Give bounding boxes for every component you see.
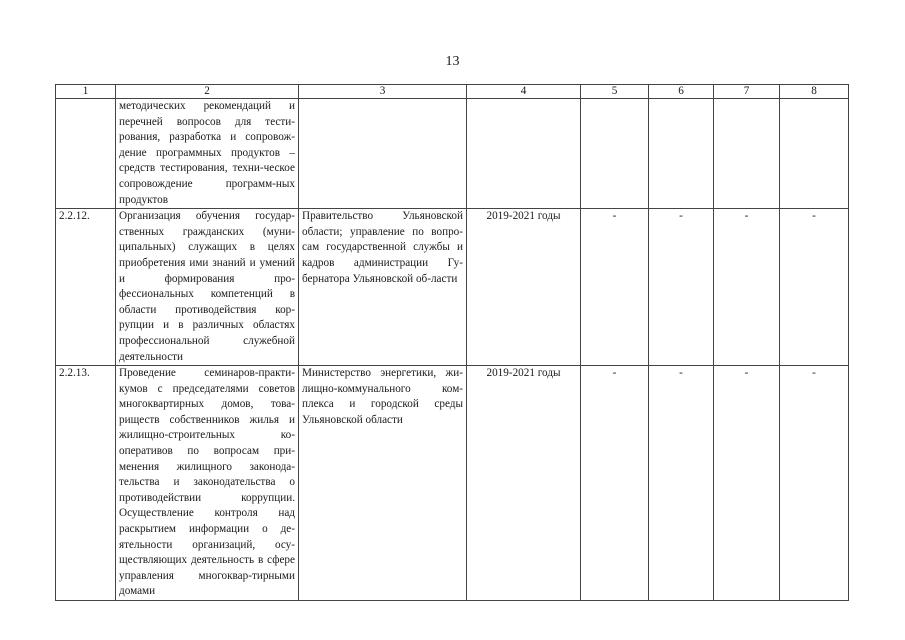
measures-table	[55, 84, 849, 601]
funding-cell: -	[780, 209, 849, 366]
column-header: 8	[780, 85, 849, 99]
period-text	[467, 99, 581, 209]
funding-cell: -	[649, 366, 714, 601]
funding-cell	[581, 99, 649, 209]
period-text: 2019-2021 годы	[467, 366, 581, 601]
funding-cell: -	[649, 209, 714, 366]
funding-cell	[649, 99, 714, 209]
responsible-text: Министерство энергетики, жи-лищно-коммунального ком-плекса и городской среды Ульяновской области	[299, 366, 467, 601]
measure-text: Организация обучения государ-ственных гражданских (муни-ципальных) служащих в целях приобретения ими знаний и умений и формирования про-фессиональных компетенций в области противодействия кор-рупции и в различных областях профессиональной служебной деятельности	[116, 209, 299, 366]
table-header-row	[56, 85, 849, 99]
period-text: 2019-2021 годы	[467, 209, 581, 366]
responsible-text: Правительство Ульяновской области; управление по вопро-сам государственной службы и кадров администрации Гу-бернатора Ульяновской об-ласти	[299, 209, 467, 366]
responsible-text	[299, 99, 467, 209]
column-header: 7	[714, 85, 780, 99]
table-row	[56, 366, 849, 601]
column-header: 3	[299, 85, 467, 99]
column-header: 1	[56, 85, 116, 99]
table-row	[56, 99, 849, 209]
column-header: 4	[467, 85, 581, 99]
funding-cell: -	[581, 209, 649, 366]
measure-text: методических рекомендаций и перечней вопросов для тести-рования, разработка и сопровож-дение программных продуктов – средств тестирования, техни-ческое сопровождение программ-ных продуктов	[116, 99, 299, 209]
funding-cell	[780, 99, 849, 209]
funding-cell: -	[714, 366, 780, 601]
row-number	[56, 99, 116, 209]
column-header: 5	[581, 85, 649, 99]
column-header: 2	[116, 85, 299, 99]
funding-cell: -	[581, 366, 649, 601]
row-number: 2.2.12.	[56, 209, 116, 366]
table-row	[56, 209, 849, 366]
funding-cell: -	[714, 209, 780, 366]
row-number: 2.2.13.	[56, 366, 116, 601]
column-header: 6	[649, 85, 714, 99]
page-number: 13	[445, 54, 460, 69]
funding-cell: -	[780, 366, 849, 601]
funding-cell	[714, 99, 780, 209]
measure-text: Проведение семинаров-практи-кумов с председателями советов многоквартирных домов, това-риществ собственников жилья и жилищно-строительных ко-оперативов по вопросам при-менения жилищного законода-тельства и законодательства о противодействии коррупции. Осуществление контроля над раскрытием информации о де-ятельности организаций, осу-ществляющих деятельность в сфере управления многоквар-тирными домами	[116, 366, 299, 601]
